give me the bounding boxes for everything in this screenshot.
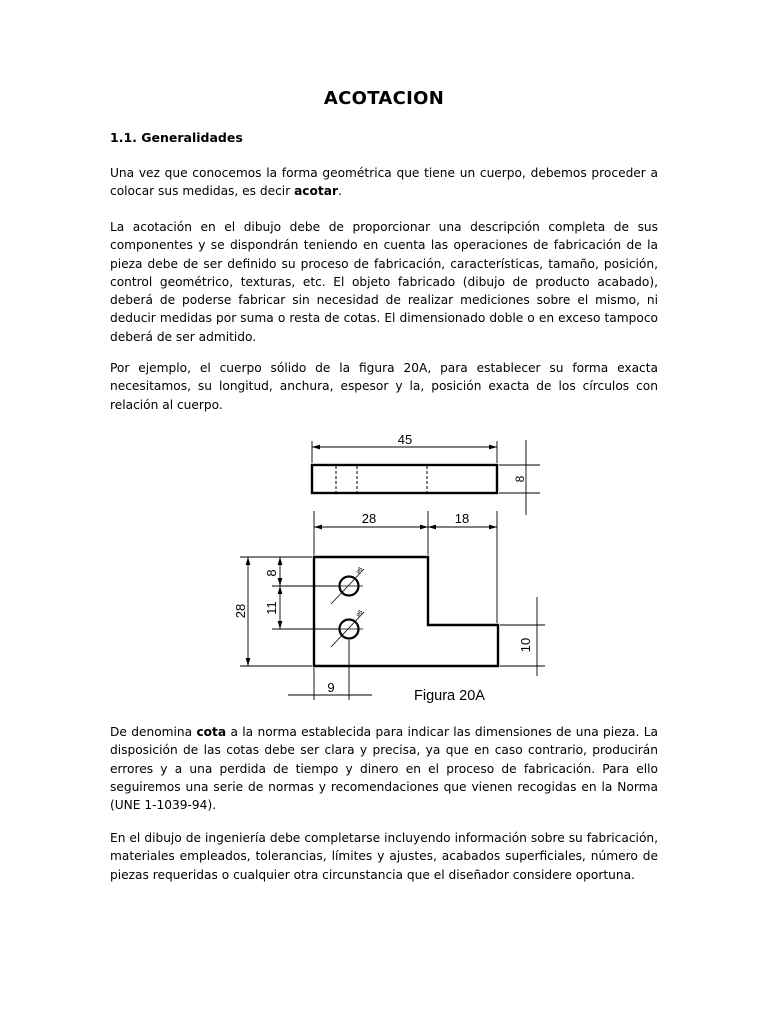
dim-step-height: 10 [518,637,533,653]
paragraph-engineering: En el dibujo de ingeniería debe completarse incluyendo información sobre su fabricación, materiales empleados, tolerancias, límites y ajustes, acabados superficiales, número de piezas requeridas o cualquier otra circunstancia que el diseñador considere oportuna. [110,831,658,882]
section-heading: 1.1. Generalidades [110,130,243,145]
dim-plan-width-right: 18 [454,511,470,526]
paragraph-cota-text: a la norma establecida para indicar las dimensiones de una pieza. La disposición de las cotas debe ser clara y precisa, ya que en caso contrario, producirán errores y a una perdida de tiempo y dinero en el proceso de fabricación. Para ello seguiremos una serie de normas y recomendaciones que vienen recogidas en la Norma (UNE 1-1039-94). [110,725,659,813]
paragraph-intro-text: Una vez que conocemos la forma geométrica que tiene un cuerpo, debemos proceder a colocar sus medidas, es decir [110,166,658,199]
dim-hole-spacing-top: 8 [264,569,279,577]
dim-hole-diameter-1: ⌀6 [355,566,365,576]
top-view-outline [312,465,497,493]
paragraph-cota-start: De denomina [110,725,197,739]
dim-top-thickness: 8 [513,475,527,483]
paragraph-acotacion: La acotación en el dibujo debe de proporcionar una descripción completa de sus componentes y se dispondrán teniendo en cuenta las operaciones de fabricación de la pieza debe de ser definido su proceso de fabricación, características, tamaño, posición, control geométrico, texturas, etc. El objeto fabricado (dibujo de producto acabado), deberá de poderse fabricar sin necesidad de realizar mediciones sobre el mismo, ni deducir medidas por suma o resta de cotas. El dimensionado doble o en exceso tampoco deberá de ser admitido. [110,220,658,344]
dim-plan-width-left: 28 [361,511,377,526]
keyword-acotar: acotar [294,184,338,199]
plan-view [233,511,545,700]
paragraph-example: Por ejemplo, el cuerpo sólido de la figura 20A, para establecer su forma exacta necesitamos, su longitud, anchura, espesor y la, posición exacta de los círculos con relación al cuerpo. [110,361,658,412]
paragraph-intro-end: . [337,184,342,199]
plan-view-outline [314,557,498,666]
dim-hole-spacing-mid: 11 [264,601,279,615]
dim-hole-diameter-2: ⌀6 [355,609,365,619]
dim-hole-offset-x: 9 [327,680,335,695]
dim-top-length: 45 [397,432,413,447]
top-view [312,432,540,515]
keyword-cota: cota [196,725,227,739]
dim-plan-height: 28 [233,603,248,619]
figure-caption: Figura 20A [414,688,485,704]
page-title: ACOTACION [323,88,445,109]
paragraph-cota [110,723,658,814]
